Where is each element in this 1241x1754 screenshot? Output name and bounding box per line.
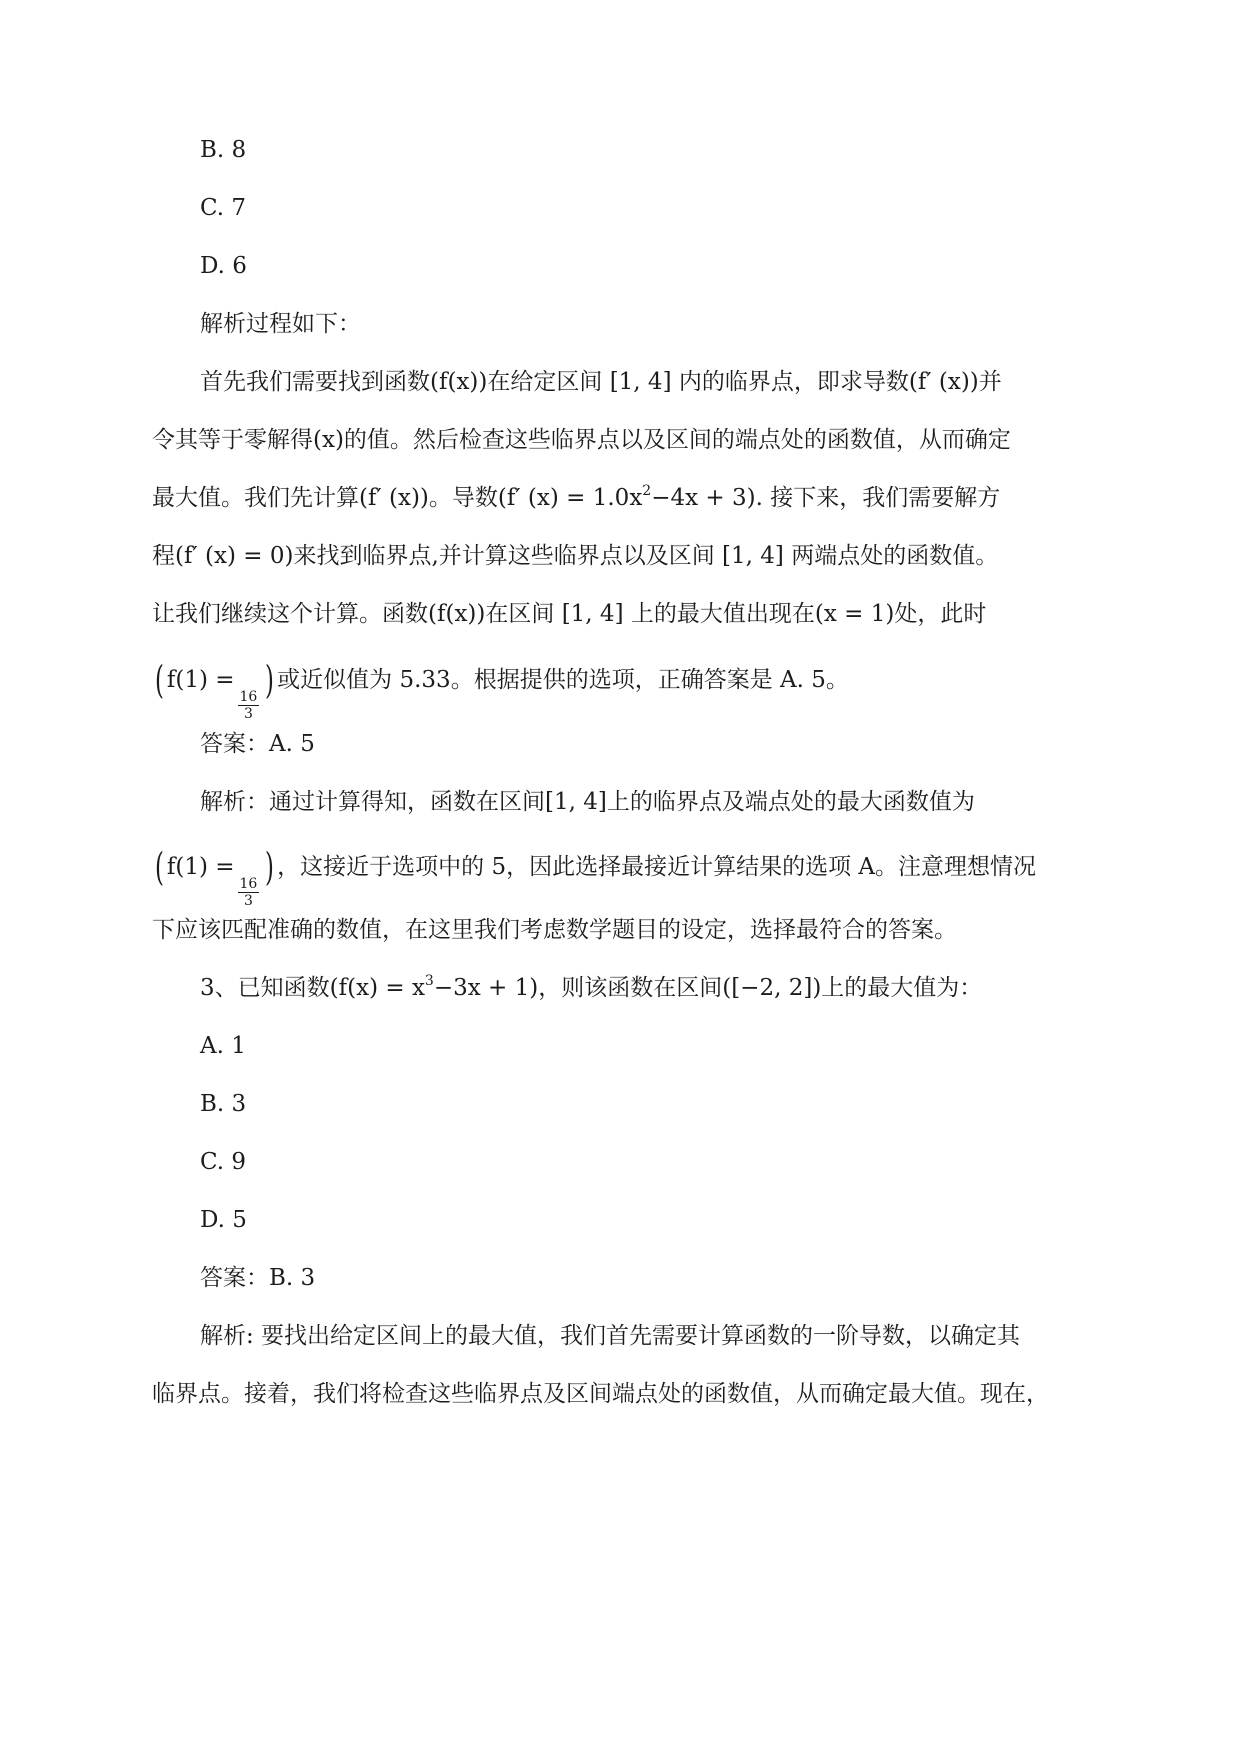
fraction-denominator: 3 xyxy=(243,706,253,722)
text-span: 在给定区间 [1, 4] 内的临界点，即求导数 xyxy=(487,369,909,395)
math-expression: f(1) = xyxy=(166,667,235,693)
analysis-heading: 解析过程如下： xyxy=(200,311,361,337)
big-paren-close: ) xyxy=(265,845,275,889)
explanation-line xyxy=(152,845,1092,909)
analysis-paragraph-line xyxy=(152,423,1092,457)
text-span: 处，此时 xyxy=(894,601,987,627)
text-span: 或近似值为 5.33。根据提供的选项，正确答案是 A. 5。 xyxy=(277,667,849,693)
math-expression: ([−2, 2]) xyxy=(722,975,822,1001)
text-span: 的值。然后检查这些临界点以及区间的端点处的函数值，从而确定 xyxy=(343,427,1011,453)
math-expression: −3x + 1) xyxy=(433,975,539,1001)
math-expression: (f(x) = x xyxy=(329,975,425,1001)
fraction xyxy=(238,689,260,722)
explanation-line: 下应该匹配准确的数值，在这里我们考虑数学题目的设定，选择最符合的答案。 xyxy=(152,917,957,943)
math-expression: f(1) = xyxy=(166,854,235,880)
option-a: A. 1 xyxy=(200,1033,246,1059)
option-b: B. 8 xyxy=(200,137,247,163)
math-expression: (f(x)) xyxy=(430,369,488,395)
option-d: D. 6 xyxy=(200,253,247,279)
analysis-paragraph-line xyxy=(152,481,1092,515)
fraction xyxy=(238,876,260,909)
text-span: 程 xyxy=(152,543,175,569)
fraction-numerator: 16 xyxy=(239,689,258,705)
text-span: 让我们继续这个计算。函数 xyxy=(152,601,428,627)
option-d: D. 5 xyxy=(200,1207,247,1233)
answer-line: 答案：B. 3 xyxy=(200,1265,316,1291)
math-expression: (f′ (x) = 0) xyxy=(175,543,294,569)
math-expression: (f′ (x)) xyxy=(908,369,979,395)
option-c: C. 7 xyxy=(200,195,247,221)
fraction-numerator: 16 xyxy=(239,876,258,892)
text-span: ，则该函数在区间 xyxy=(538,975,723,1001)
text-span: 在区间 [1, 4] 上的最大值出现在 xyxy=(485,601,815,627)
option-c: C. 9 xyxy=(200,1149,247,1175)
analysis-paragraph-line xyxy=(152,658,1092,722)
text-span: ，这接近于选项中的 5，因此选择最接近计算结果的选项 A。注意理想情况 xyxy=(277,854,1037,880)
text-span: 首先我们需要找到函数 xyxy=(200,369,430,395)
text-span: 令其等于零解得 xyxy=(152,427,313,453)
big-paren-open: ( xyxy=(154,658,164,702)
explanation-line: 临界点。接着，我们将检查这些临界点及区间端点处的函数值，从而确定最大值。现在， xyxy=(152,1381,1049,1407)
explanation-line: 解析: 要找出给定区间上的最大值，我们首先需要计算函数的一阶导数，以确定其 xyxy=(200,1323,1021,1349)
text-span: 最大值。我们先计算(f′ (x))。导数(f′ (x) = 1.0x xyxy=(152,485,643,511)
math-expression: (f(x)) xyxy=(428,601,486,627)
text-span: 上的最大值为： xyxy=(821,975,983,1001)
analysis-paragraph-line xyxy=(200,365,1092,399)
big-paren-close: ) xyxy=(265,658,275,702)
option-b: B. 3 xyxy=(200,1091,247,1117)
text-span: 并 xyxy=(978,369,1002,395)
analysis-paragraph-line xyxy=(152,539,1092,573)
text-span: −4x + 3). 接下来，我们需要解方 xyxy=(651,485,1001,511)
superscript: 2 xyxy=(642,483,652,499)
answer-line: 答案：A. 5 xyxy=(200,731,315,757)
big-paren-open: ( xyxy=(154,845,164,889)
question-3 xyxy=(200,971,1092,1005)
math-expression: (x) xyxy=(313,427,344,453)
explanation-line: 解析：通过计算得知，函数在区间[1, 4]上的临界点及端点处的最大函数值为 xyxy=(200,789,975,815)
analysis-paragraph-line xyxy=(152,597,1092,631)
text-span: 来找到临界点,并计算这些临界点以及区间 [1, 4] 两端点处的函数值。 xyxy=(293,543,999,569)
math-expression: (x = 1) xyxy=(814,601,895,627)
fraction-denominator: 3 xyxy=(243,893,253,909)
superscript: 3 xyxy=(424,973,434,989)
text-span: 3、已知函数 xyxy=(200,975,330,1001)
